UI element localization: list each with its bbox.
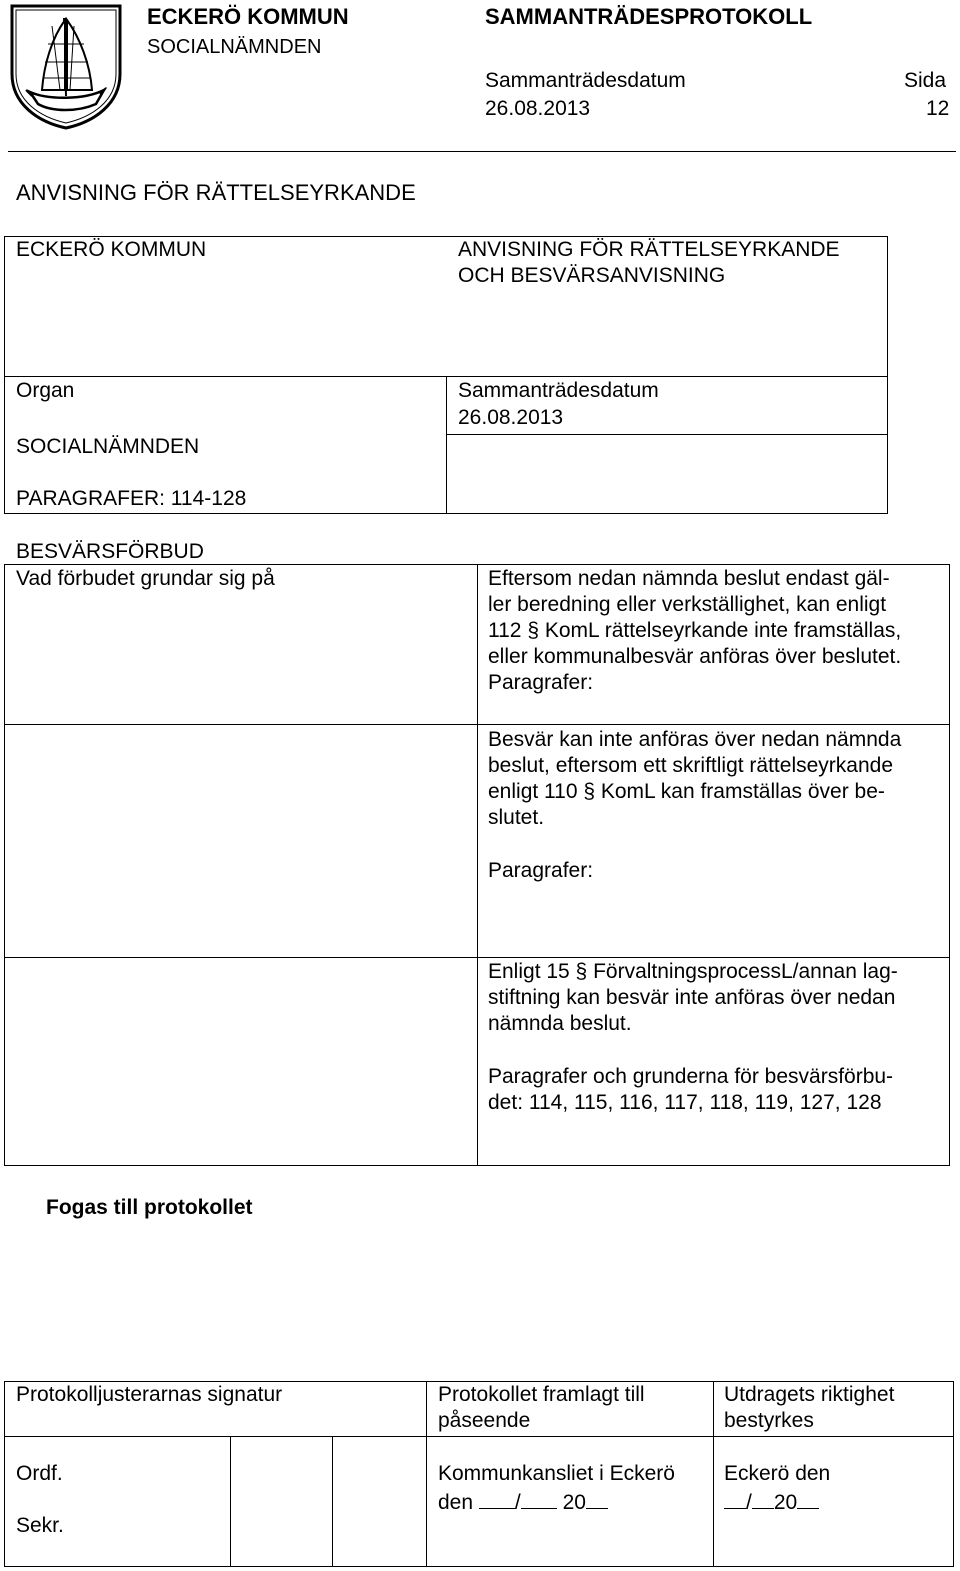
table-heading-line2: OCH BESVÄRSANVISNING bbox=[458, 264, 726, 287]
footer-col3-place: Eckerö den bbox=[724, 1462, 831, 1485]
block3-paragraphs bbox=[488, 1064, 893, 1116]
header-page-label: Sida bbox=[904, 69, 947, 92]
footer-col3-year: 20 bbox=[773, 1491, 798, 1514]
table-paragraphs: PARAGRAFER: 114-128 bbox=[16, 487, 247, 510]
prohibition-block2 bbox=[488, 727, 901, 831]
prohibition-block1 bbox=[488, 566, 901, 696]
block3-line: Enligt 15 § FörvaltningsprocessL/annan lag- bbox=[488, 960, 898, 983]
footer-col2-place: Kommunkansliet i Eckerö bbox=[438, 1462, 675, 1485]
block2-line: enligt 110 § KomL kan framställas över be- bbox=[488, 780, 885, 803]
table-heading-line1: ANVISNING FÖR RÄTTELSEYRKANDE bbox=[458, 238, 840, 261]
block2-line: beslut, eftersom ett skriftligt rättelseyrkande bbox=[488, 754, 893, 777]
table-municipality: ECKERÖ KOMMUN bbox=[16, 238, 207, 261]
block1-paragraphs-label: Paragrafer: bbox=[488, 671, 594, 694]
header-rule bbox=[8, 151, 956, 152]
signature-inner-divider bbox=[230, 1436, 231, 1567]
signature-inner-divider bbox=[332, 1436, 333, 1567]
block3-line: stiftning kan besvär inte anföras över nedan bbox=[488, 986, 896, 1009]
header-date-label: Sammanträdesdatum bbox=[485, 69, 686, 92]
block3-paragraphs-line: det: 114, 115, 116, 117, 118, 119, 127, 128 bbox=[488, 1091, 882, 1114]
attach-note: Fogas till protokollet bbox=[46, 1196, 253, 1219]
header-page-number: 12 bbox=[926, 97, 950, 120]
table-date: 26.08.2013 bbox=[458, 406, 564, 429]
block3-paragraphs-line: Paragrafer och grunderna för besvärsförbu- bbox=[488, 1065, 894, 1088]
prohibition-row-divider-2 bbox=[4, 957, 950, 958]
prohibition-subheading: Vad förbudet grundar sig på bbox=[16, 567, 275, 590]
footer-col3-slash: / bbox=[746, 1491, 752, 1514]
signature-col-divider-1 bbox=[426, 1381, 427, 1567]
month-blank bbox=[752, 1488, 774, 1509]
footer-col2-header: Protokollet framlagt till påseende bbox=[438, 1383, 645, 1432]
prohibition-row-divider-1 bbox=[4, 724, 950, 725]
block1-line: Eftersom nedan nämnda beslut endast gäl- bbox=[488, 567, 890, 590]
footer-col3-header: Utdragets riktighet bestyrkes bbox=[724, 1383, 895, 1432]
block2-line: Besvär kan inte anföras över nedan nämnda bbox=[488, 728, 902, 751]
header-municipality: ECKERÖ KOMMUN bbox=[147, 4, 349, 29]
month-blank bbox=[521, 1488, 557, 1509]
signature-col-divider-2 bbox=[713, 1381, 714, 1567]
footer-col3-date bbox=[724, 1488, 819, 1516]
top-table-date-divider bbox=[446, 434, 888, 435]
table-organ-label: Organ bbox=[16, 379, 75, 402]
signature-header-divider bbox=[4, 1436, 954, 1437]
prohibition-block3 bbox=[488, 959, 898, 1037]
prohibition-vertical-divider bbox=[477, 564, 478, 1166]
block1-line: ler beredning eller verkställighet, kan enligt bbox=[488, 593, 887, 616]
table-date-label: Sammanträdesdatum bbox=[458, 379, 659, 402]
prohibition-heading: BESVÄRSFÖRBUD bbox=[16, 540, 204, 563]
footer-col2-den: den bbox=[438, 1491, 474, 1514]
block2-line: slutet. bbox=[488, 806, 545, 829]
footer-sekr: Sekr. bbox=[16, 1514, 64, 1537]
footer-col2-slash: / bbox=[514, 1491, 521, 1514]
footer-ordf: Ordf. bbox=[16, 1462, 63, 1485]
block3-line: nämnda beslut. bbox=[488, 1012, 632, 1035]
top-table-vertical-divider bbox=[446, 376, 447, 514]
footer-col2-date bbox=[438, 1488, 608, 1516]
year-blank bbox=[797, 1488, 819, 1509]
page-title: ANVISNING FÖR RÄTTELSEYRKANDE bbox=[16, 180, 416, 205]
day-blank bbox=[479, 1488, 515, 1509]
block1-line: eller kommunalbesvär anföras över beslutet. bbox=[488, 645, 902, 668]
year-blank bbox=[586, 1488, 608, 1509]
header-organ: SOCIALNÄMNDEN bbox=[147, 36, 322, 58]
block2-paragraphs-label: Paragrafer: bbox=[488, 859, 594, 882]
header-date: 26.08.2013 bbox=[485, 97, 591, 120]
footer-col2-year: 20 bbox=[562, 1491, 586, 1514]
header-doc-type: SAMMANTRÄDESPROTOKOLL bbox=[485, 4, 813, 29]
block1-line: 112 § KomL rättelseyrkande inte framställas, bbox=[488, 619, 902, 642]
day-blank bbox=[724, 1488, 746, 1509]
coat-of-arms-logo bbox=[8, 4, 124, 130]
footer-col1-header: Protokolljusterarnas signatur bbox=[16, 1383, 283, 1406]
table-organ: SOCIALNÄMNDEN bbox=[16, 435, 200, 458]
